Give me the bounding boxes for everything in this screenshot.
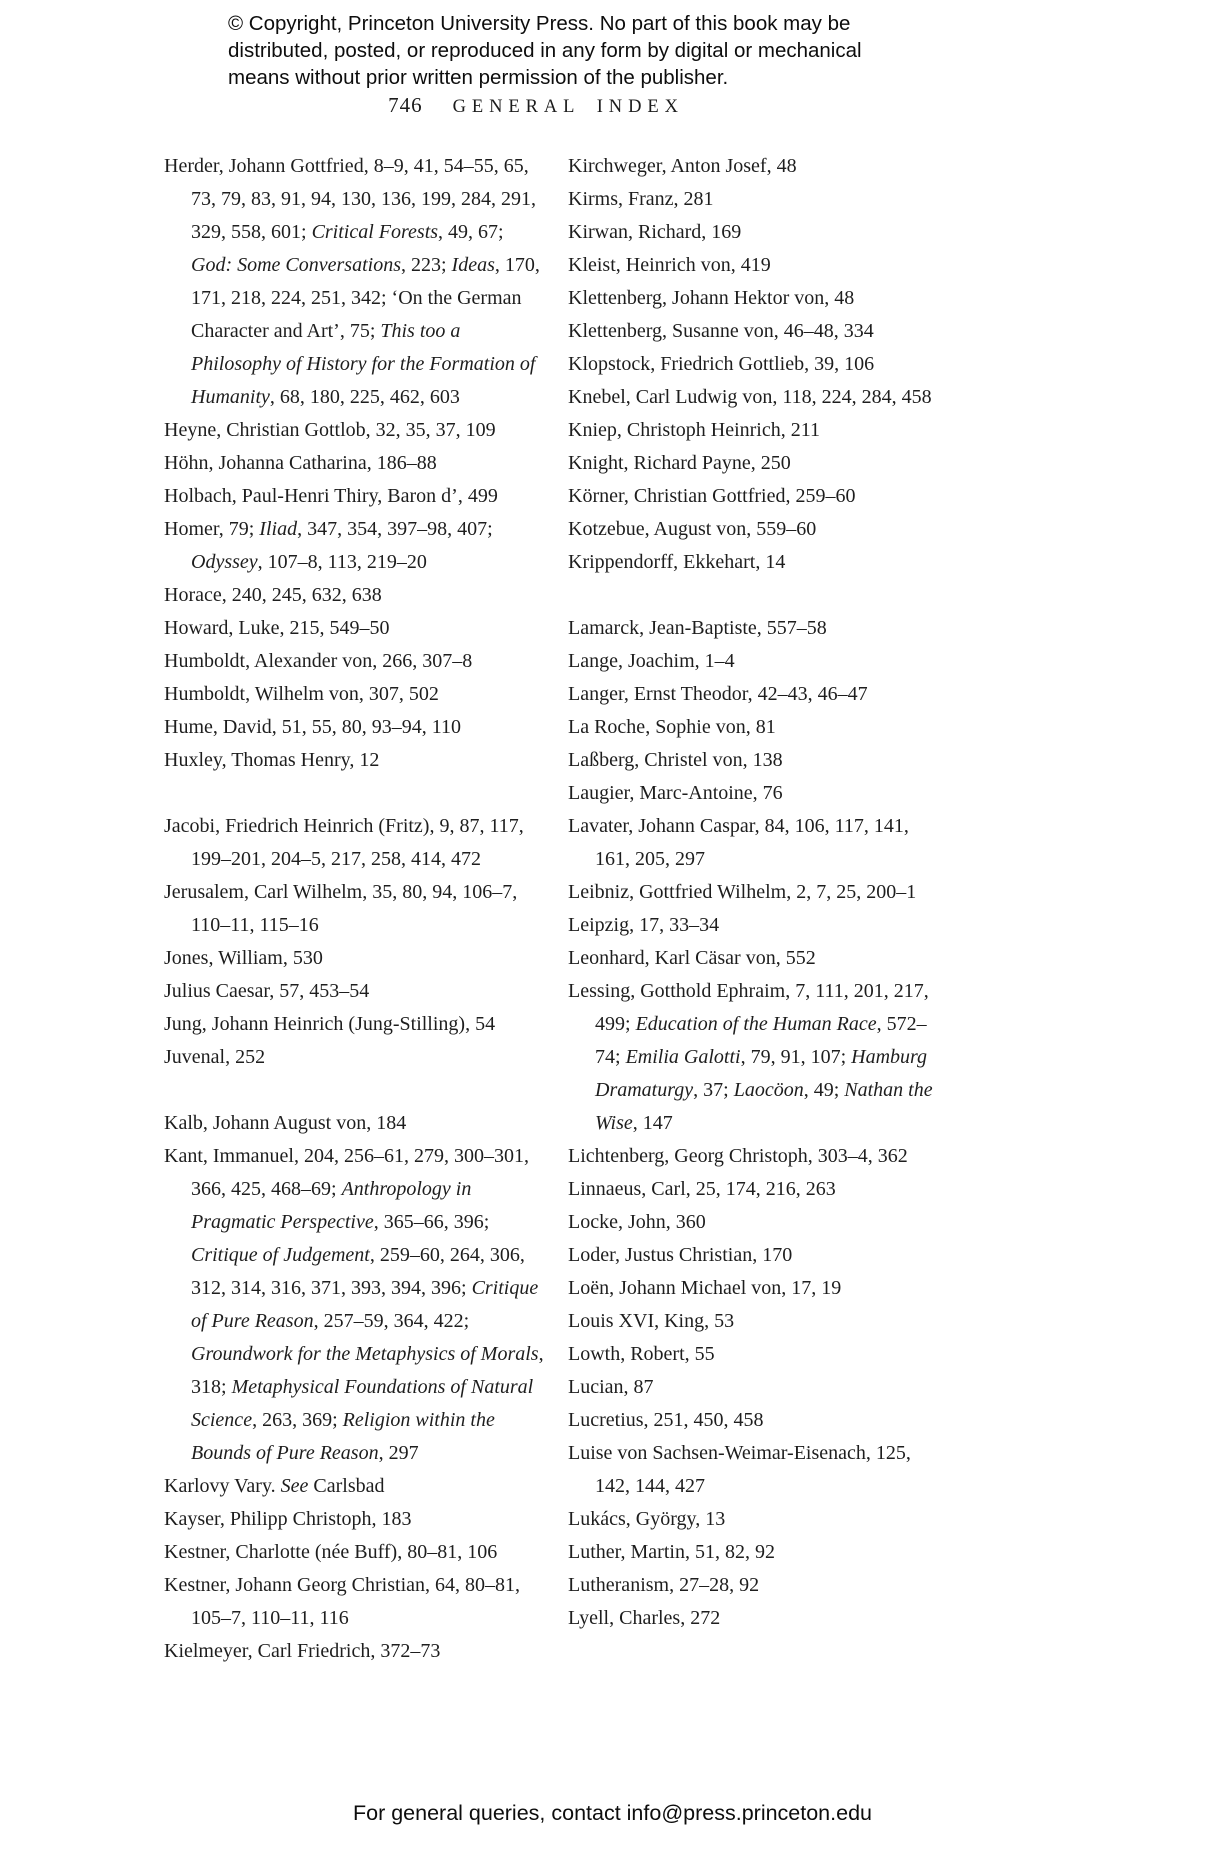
entry-text: , 170, 171, 218, 224, 251, 342; ‘On the German Character and Art’, 75; [191,254,540,342]
copyright-line-2: distributed, posted, or reproduced in any form by digital or mechanical [228,39,862,62]
index-entry [568,975,948,1140]
work-title-italic: Groundwork for the Metaphysics of Morals [191,1343,539,1365]
entry-text: Knebel, Carl Ludwig von, 118, 224, 284, 458 [568,386,932,408]
entry-text: Lutheranism, 27–28, 92 [568,1574,760,1596]
entry-text: , 79, 91, 107; [740,1046,852,1068]
index-entry [568,216,948,249]
entry-text: Kant, Immanuel, 204, 256–61, 279, 300–301, 366, 425, 468–69; [164,1145,529,1200]
entry-text: Hume, David, 51, 55, 80, 93–94, 110 [164,716,462,738]
entry-text: Lucretius, 251, 450, 458 [568,1409,764,1431]
copyright-notice [228,10,862,91]
entry-text: , 365–66, 396; [373,1211,490,1233]
index-entry [568,1239,948,1272]
index-body [164,150,948,1668]
entry-text: , 223; [400,254,452,276]
index-entry [568,678,948,711]
work-title-italic: Education of the Human Race [635,1013,877,1035]
entry-text: , 259–60, 264, 306, 312, 314, 316, 371, 393, 394, 396; [191,1244,525,1299]
index-entry [568,1272,948,1305]
entry-text: Laßberg, Christel von, 138 [568,749,783,771]
index-entry [568,1206,948,1239]
index-entry [164,678,544,711]
entry-text: Klettenberg, Susanne von, 46–48, 334 [568,320,874,342]
entry-text: Louis XVI, King, 53 [568,1310,735,1332]
entry-text: , 297 [378,1442,419,1464]
index-entry [568,1602,948,1635]
index-entry [568,909,948,942]
entry-text: Horace, 240, 245, 632, 638 [164,584,382,606]
entry-text: Lamarck, Jean-Baptiste, 557–58 [568,617,827,639]
index-entry [568,348,948,381]
index-entry [568,1536,948,1569]
entry-text: Kestner, Johann Georg Christian, 64, 80–81, 105–7, 110–11, 116 [164,1574,521,1629]
entry-text: Laugier, Marc-Antoine, 76 [568,782,783,804]
work-title-italic: This too a Philosophy of History for the Formation of Humanity [191,320,536,408]
index-entry [568,381,948,414]
entry-text: Humboldt, Alexander von, 266, 307–8 [164,650,473,672]
index-entry [568,447,948,480]
work-title-italic: God: Some Conversations [191,254,401,276]
index-entry [164,1107,544,1140]
index-entry [568,315,948,348]
entry-text: Klopstock, Friedrich Gottlieb, 39, 106 [568,353,875,375]
index-entry [568,1140,948,1173]
index-entry [164,579,544,612]
entry-text: Lavater, Johann Caspar, 84, 106, 117, 141, 161, 205, 297 [568,815,909,870]
entry-text: Lyell, Charles, 272 [568,1607,721,1629]
entry-text: Klettenberg, Johann Hektor von, 48 [568,287,855,309]
work-title-italic: Nathan the Wise [595,1079,933,1134]
entry-text: Kotzebue, August von, 559–60 [568,518,817,540]
entry-text: Howard, Luke, 215, 549–50 [164,617,390,639]
index-title: GENERAL INDEX [452,97,684,117]
entry-text: , 107–8, 113, 219–20 [257,551,427,573]
index-entry [164,1536,544,1569]
work-title-italic: Religion within the Bounds of Pure Reason [191,1409,495,1464]
index-entry [164,1140,544,1470]
work-title-italic: Anthropology in Pragmatic Perspective [191,1178,472,1233]
entry-text: Homer, 79; [164,518,260,540]
entry-text: Huxley, Thomas Henry, 12 [164,749,380,771]
index-entry [164,1635,544,1668]
entry-text: Kirchweger, Anton Josef, 48 [568,155,797,177]
entry-text: , 318; [191,1343,544,1398]
index-entry [164,612,544,645]
index-entry [568,282,948,315]
index-entry [164,1470,544,1503]
copyright-line-1: © Copyright, Princeton University Press. No part of this book may be [228,12,851,35]
entry-text: Knight, Richard Payne, 250 [568,452,791,474]
entry-text: Holbach, Paul-Henri Thiry, Baron d’, 499 [164,485,498,507]
index-entry [164,876,544,942]
entry-text: , 263, 369; [252,1409,343,1431]
index-entry [568,645,948,678]
entry-text: Kirwan, Richard, 169 [568,221,742,243]
index-entry [568,1437,948,1503]
entry-text: , 572–74; [595,1013,927,1068]
index-entry [164,1041,544,1074]
index-entry [164,975,544,1008]
entry-text: Luther, Martin, 51, 82, 92 [568,1541,775,1563]
entry-text: Kalb, Johann August von, 184 [164,1112,407,1134]
index-entry [568,249,948,282]
work-title-italic: Hamburg Dramaturgy [595,1046,928,1101]
entry-text: Lukács, György, 13 [568,1508,726,1530]
entry-text: Jerusalem, Carl Wilhelm, 35, 80, 94, 106–7, 110–11, 115–16 [164,881,518,936]
entry-text: Herder, Johann Gottfried, 8–9, 41, 54–55, 65, 73, 79, 83, 91, 94, 130, 136, 199, 284, 291, 329, 558, 601; [164,155,536,243]
index-entry [164,480,544,513]
entry-text: Lichtenberg, Georg Christoph, 303–4, 362 [568,1145,908,1167]
work-title-italic: Iliad [259,518,298,540]
work-title-italic: Ideas [451,254,495,276]
work-title-italic: Emilia Galotti [625,1046,741,1068]
index-column [568,150,948,1668]
index-entry [164,942,544,975]
index-entry [568,711,948,744]
index-entry [164,1569,544,1635]
index-entry [568,546,948,579]
entry-text: Lessing, Gotthold Ephraim, 7, 111, 201, 217, 499; [568,980,929,1035]
entry-text: Loder, Justus Christian, 170 [568,1244,793,1266]
index-entry [568,1338,948,1371]
entry-text: Karlovy Vary. [164,1475,281,1497]
index-entry [568,1503,948,1536]
entry-text: Höhn, Johanna Catharina, 186–88 [164,452,437,474]
entry-text: Kirms, Franz, 281 [568,188,714,210]
work-title-italic: Laocöon [733,1079,804,1101]
entry-text: Linnaeus, Carl, 25, 174, 216, 263 [568,1178,836,1200]
entry-text: , 257–59, 364, 422; [313,1310,470,1332]
work-title-italic: Critique of Pure Reason [191,1277,539,1332]
entry-text: Jung, Johann Heinrich (Jung-Stilling), 54 [164,1013,496,1035]
entry-text: Heyne, Christian Gottlob, 32, 35, 37, 109 [164,419,496,441]
entry-text: Locke, John, 360 [568,1211,706,1233]
entry-text: Juvenal, 252 [164,1046,266,1068]
index-entry [164,744,544,777]
entry-text: Körner, Christian Gottfried, 259–60 [568,485,856,507]
index-entry [568,414,948,447]
entry-text: Jacobi, Friedrich Heinrich (Fritz), 9, 87, 117, 199–201, 204–5, 217, 258, 414, 472 [164,815,524,870]
index-entry [164,513,544,579]
index-entry [164,810,544,876]
index-column [164,150,544,1668]
index-entry [164,711,544,744]
index-entry [568,183,948,216]
entry-text: Lowth, Robert, 55 [568,1343,715,1365]
entry-text: Kielmeyer, Carl Friedrich, 372–73 [164,1640,441,1662]
index-entry [164,414,544,447]
index-entry [164,150,544,414]
entry-text: La Roche, Sophie von, 81 [568,716,776,738]
work-title-italic: Critical Forests [311,221,439,243]
entry-text: Kleist, Heinrich von, 419 [568,254,771,276]
entry-text: , 37; [693,1079,734,1101]
work-title-italic: Odyssey [191,551,258,573]
entry-text: , 68, 180, 225, 462, 603 [269,386,460,408]
index-entry [568,1305,948,1338]
page-number: 746 [388,93,423,117]
entry-text: Jones, William, 530 [164,947,323,969]
index-entry [568,810,948,876]
work-title-italic: Metaphysical Foundations of Natural Science [191,1376,534,1431]
index-entry [568,513,948,546]
entry-text: Leonhard, Karl Cäsar von, 552 [568,947,816,969]
entry-text: Kestner, Charlotte (née Buff), 80–81, 106 [164,1541,498,1563]
footer-query-note: For general queries, contact info@press.princeton.edu [352,1801,872,1825]
running-head [0,93,1072,118]
index-entry [568,150,948,183]
work-title-italic: See [280,1475,309,1497]
index-entry [164,645,544,678]
entry-text: , 49, 67; [438,221,504,243]
entry-text: Loën, Johann Michael von, 17, 19 [568,1277,842,1299]
entry-text: Kniep, Christoph Heinrich, 211 [568,419,821,441]
index-entry [568,942,948,975]
entry-text: Carlsbad [308,1475,385,1497]
entry-text: Krippendorff, Ekkehart, 14 [568,551,786,573]
index-entry [568,1569,948,1602]
entry-text: , 147 [632,1112,673,1134]
index-entry [568,612,948,645]
entry-text: Julius Caesar, 57, 453–54 [164,980,370,1002]
index-entry [568,744,948,777]
index-entry [568,1173,948,1206]
index-entry [164,447,544,480]
entry-text: , 49; [803,1079,845,1101]
entry-text: Leipzig, 17, 33–34 [568,914,720,936]
entry-text: , 347, 354, 397–98, 407; [297,518,493,540]
entry-text: Humboldt, Wilhelm von, 307, 502 [164,683,439,705]
entry-text: Kayser, Philipp Christoph, 183 [164,1508,412,1530]
entry-text: Lucian, 87 [568,1376,654,1398]
entry-text: Langer, Ernst Theodor, 42–43, 46–47 [568,683,868,705]
index-entry [568,1404,948,1437]
index-entry [164,1008,544,1041]
index-entry [568,777,948,810]
index-entry [568,480,948,513]
index-entry [568,876,948,909]
index-entry [568,1371,948,1404]
entry-text: Luise von Sachsen-Weimar-Eisenach, 125, 142, 144, 427 [568,1442,911,1497]
entry-text: Leibniz, Gottfried Wilhelm, 2, 7, 25, 200–1 [568,881,917,903]
index-entry [164,1503,544,1536]
entry-text: Lange, Joachim, 1–4 [568,650,735,672]
copyright-line-3: means without prior written permission of the publisher. [228,66,729,89]
work-title-italic: Critique of Judgement [191,1244,370,1266]
